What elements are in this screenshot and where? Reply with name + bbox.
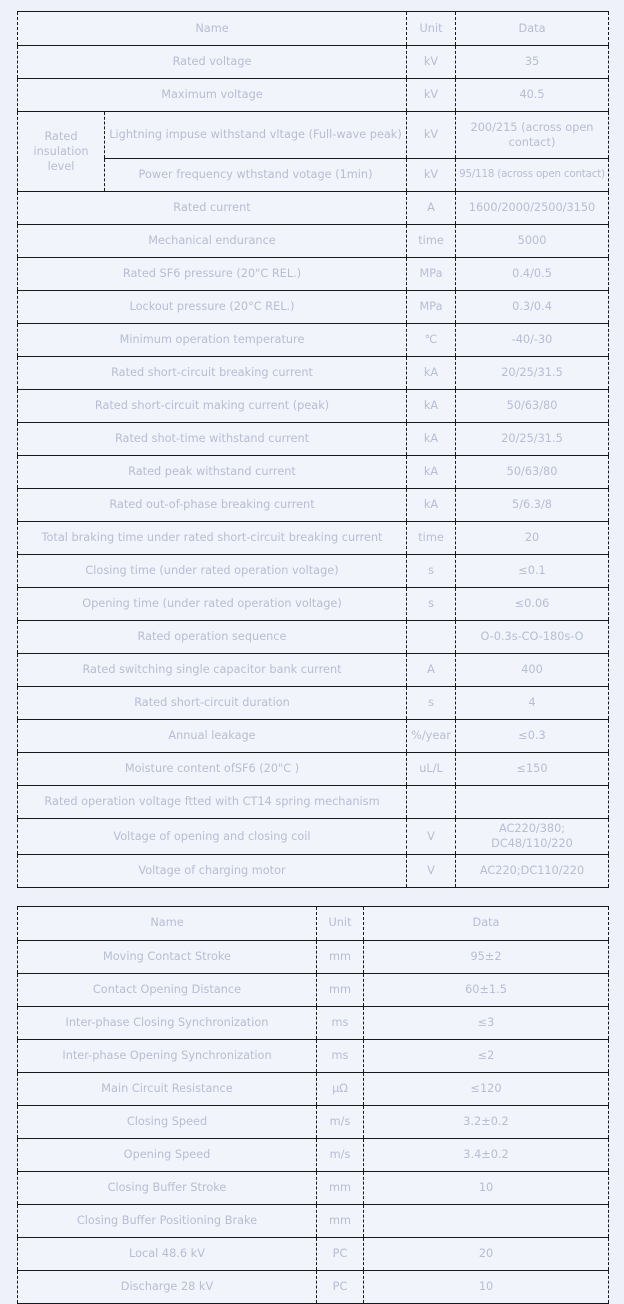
cell-name: Rated short-circuit making current (peak) — [18, 390, 407, 423]
cell-unit: s — [407, 687, 456, 720]
cell-unit: m/s — [317, 1105, 364, 1138]
table-row — [18, 46, 609, 79]
table-header-row — [18, 12, 609, 46]
table-row — [18, 522, 609, 555]
cell-name: Discharge 28 kV — [18, 1270, 317, 1303]
cell-name: Rated short-circuit duration — [18, 687, 407, 720]
header-unit: Unit — [407, 12, 456, 46]
cell-unit: ms — [317, 1039, 364, 1072]
table-body — [18, 46, 609, 888]
cell-unit: kV — [407, 112, 456, 159]
cell-unit: A — [407, 192, 456, 225]
cell-name: Power frequency wthstand votage (1min) — [105, 159, 407, 192]
cell-unit: mm — [317, 1204, 364, 1237]
table-row — [18, 1237, 609, 1270]
cell-data: 10 — [364, 1270, 609, 1303]
cell-data: 50/63/80 — [456, 456, 609, 489]
cell-data: ≤150 — [456, 753, 609, 786]
cell-name: Opening Speed — [18, 1138, 317, 1171]
cell-name: Opening time (under rated operation voltage) — [18, 588, 407, 621]
cell-unit: s — [407, 588, 456, 621]
table-row — [18, 1138, 609, 1171]
cell-data: 3.2±0.2 — [364, 1105, 609, 1138]
cell-unit: kV — [407, 79, 456, 112]
cell-data — [364, 1204, 609, 1237]
cell-unit: MPa — [407, 291, 456, 324]
cell-data: AC220/380; DC48/110/220 — [456, 819, 609, 855]
header-unit: Unit — [317, 906, 364, 940]
cell-data: ≤0.1 — [456, 555, 609, 588]
cell-data: -40/-30 — [456, 324, 609, 357]
cell-unit: kA — [407, 423, 456, 456]
table-row — [18, 159, 609, 192]
cell-name: Local 48.6 kV — [18, 1237, 317, 1270]
cell-data: 10 — [364, 1171, 609, 1204]
table-row — [18, 1270, 609, 1303]
cell-data — [456, 786, 609, 819]
cell-name: Moving Contact Stroke — [18, 940, 317, 973]
cell-name: Lockout pressure (20°C REL.) — [18, 291, 407, 324]
cell-unit: MPa — [407, 258, 456, 291]
table-row — [18, 225, 609, 258]
cell-unit: time — [407, 522, 456, 555]
table-row — [18, 1072, 609, 1105]
cell-data: AC220;DC110/220 — [456, 854, 609, 887]
cell-data: 20 — [456, 522, 609, 555]
table-row — [18, 489, 609, 522]
cell-unit: mm — [317, 973, 364, 1006]
cell-unit — [407, 786, 456, 819]
cell-name: Annual leakage — [18, 720, 407, 753]
cell-data: ≤0.3 — [456, 720, 609, 753]
cell-unit: V — [407, 854, 456, 887]
table-row — [18, 258, 609, 291]
cell-unit: s — [407, 555, 456, 588]
table-row — [18, 390, 609, 423]
table-row — [18, 1204, 609, 1237]
cell-name: Voltage of charging motor — [18, 854, 407, 887]
cell-name: Total braking time under rated short-circuit breaking current — [18, 522, 407, 555]
cell-data: O-0.3s-CO-180s-O — [456, 621, 609, 654]
table-row — [18, 1006, 609, 1039]
cell-data: 40.5 — [456, 79, 609, 112]
cell-data: 95/118 (across open contact) — [456, 159, 609, 192]
cell-data: 3.4±0.2 — [364, 1138, 609, 1171]
cell-unit: kA — [407, 489, 456, 522]
cell-unit — [407, 621, 456, 654]
cell-name: Maximum voltage — [18, 79, 407, 112]
cell-name: Rated current — [18, 192, 407, 225]
table-row — [18, 192, 609, 225]
cell-name: Rated operation sequence — [18, 621, 407, 654]
cell-data: 400 — [456, 654, 609, 687]
cell-data: 35 — [456, 46, 609, 79]
cell-data: ≤3 — [364, 1006, 609, 1039]
cell-unit: uL/L — [407, 753, 456, 786]
cell-unit: kA — [407, 357, 456, 390]
table-row — [18, 621, 609, 654]
cell-data: ≤0.06 — [456, 588, 609, 621]
cell-unit: %/year — [407, 720, 456, 753]
cell-unit: ℃ — [407, 324, 456, 357]
cell-unit: time — [407, 225, 456, 258]
table-row — [18, 819, 609, 855]
cell-unit: kV — [407, 159, 456, 192]
table-row — [18, 588, 609, 621]
cell-data: 20 — [364, 1237, 609, 1270]
cell-name: Rated SF6 pressure (20"C REL.) — [18, 258, 407, 291]
cell-unit: kA — [407, 456, 456, 489]
technical-parameters-table — [17, 11, 609, 888]
table-row — [18, 456, 609, 489]
table-row — [18, 1105, 609, 1138]
table-row — [18, 112, 609, 159]
cell-data: 1600/2000/2500/3150 — [456, 192, 609, 225]
table-row — [18, 854, 609, 887]
cell-unit: PC — [317, 1270, 364, 1303]
cell-name: Closing Buffer Stroke — [18, 1171, 317, 1204]
table-row — [18, 357, 609, 390]
mechanical-parameters-table — [17, 906, 609, 1304]
cell-data: 0.4/0.5 — [456, 258, 609, 291]
cell-data: 0.3/0.4 — [456, 291, 609, 324]
cell-name: Rated operation voltage ftted with CT14 spring mechanism — [18, 786, 407, 819]
cell-name: Rated shot-time withstand current — [18, 423, 407, 456]
cell-data: 20/25/31.5 — [456, 423, 609, 456]
cell-name: Rated switching single capacitor bank current — [18, 654, 407, 687]
cell-name: Contact Opening Distance — [18, 973, 317, 1006]
cell-unit: kA — [407, 390, 456, 423]
cell-unit: kV — [407, 46, 456, 79]
cell-unit: ms — [317, 1006, 364, 1039]
cell-name: Rated short-circuit breaking current — [18, 357, 407, 390]
table-row — [18, 555, 609, 588]
cell-unit: mm — [317, 1171, 364, 1204]
cell-name: Lightning impuse withstand vltage (Full-wave peak) — [105, 112, 407, 159]
cell-name: Mechanical endurance — [18, 225, 407, 258]
header-name: Name — [18, 906, 317, 940]
table-row — [18, 654, 609, 687]
table-row — [18, 687, 609, 720]
table-row — [18, 940, 609, 973]
cell-name: Rated peak withstand current — [18, 456, 407, 489]
table-body — [18, 940, 609, 1303]
cell-name: Inter-phase Opening Synchronization — [18, 1039, 317, 1072]
cell-unit: V — [407, 819, 456, 855]
cell-name: Rated out-of-phase breaking current — [18, 489, 407, 522]
cell-data: 5/6.3/8 — [456, 489, 609, 522]
cell-data: 200/215 (across open contact) — [456, 112, 609, 159]
cell-unit: μΩ — [317, 1072, 364, 1105]
table-row — [18, 753, 609, 786]
cell-name: Closing time (under rated operation voltage) — [18, 555, 407, 588]
table-row — [18, 423, 609, 456]
header-data: Data — [456, 12, 609, 46]
table-row — [18, 79, 609, 112]
table-row — [18, 291, 609, 324]
table-row — [18, 973, 609, 1006]
cell-unit: A — [407, 654, 456, 687]
cell-data: 95±2 — [364, 940, 609, 973]
cell-data: ≤2 — [364, 1039, 609, 1072]
table-row — [18, 786, 609, 819]
cell-name: Voltage of opening and closing coil — [18, 819, 407, 855]
cell-data: 20/25/31.5 — [456, 357, 609, 390]
cell-name: Minimum operation temperature — [18, 324, 407, 357]
cell-name: Closing Buffer Positioning Brake — [18, 1204, 317, 1237]
cell-data: ≤120 — [364, 1072, 609, 1105]
table-row — [18, 1039, 609, 1072]
table-row — [18, 720, 609, 753]
cell-unit: mm — [317, 940, 364, 973]
cell-name: Main Circuit Resistance — [18, 1072, 317, 1105]
cell-data: 5000 — [456, 225, 609, 258]
cell-data: 60±1.5 — [364, 973, 609, 1006]
cell-name: Closing Speed — [18, 1105, 317, 1138]
cell-name: Inter-phase Closing Synchronization — [18, 1006, 317, 1039]
cell-name: Moisture content ofSF6 (20"C ) — [18, 753, 407, 786]
header-data: Data — [364, 906, 609, 940]
row-group-label: Rated insulation level — [18, 112, 105, 192]
cell-data: 4 — [456, 687, 609, 720]
table-row — [18, 1171, 609, 1204]
cell-unit: m/s — [317, 1138, 364, 1171]
table-header-row — [18, 906, 609, 940]
cell-name: Rated voltage — [18, 46, 407, 79]
header-name: Name — [18, 12, 407, 46]
cell-data: 50/63/80 — [456, 390, 609, 423]
table-row — [18, 324, 609, 357]
cell-unit: PC — [317, 1237, 364, 1270]
